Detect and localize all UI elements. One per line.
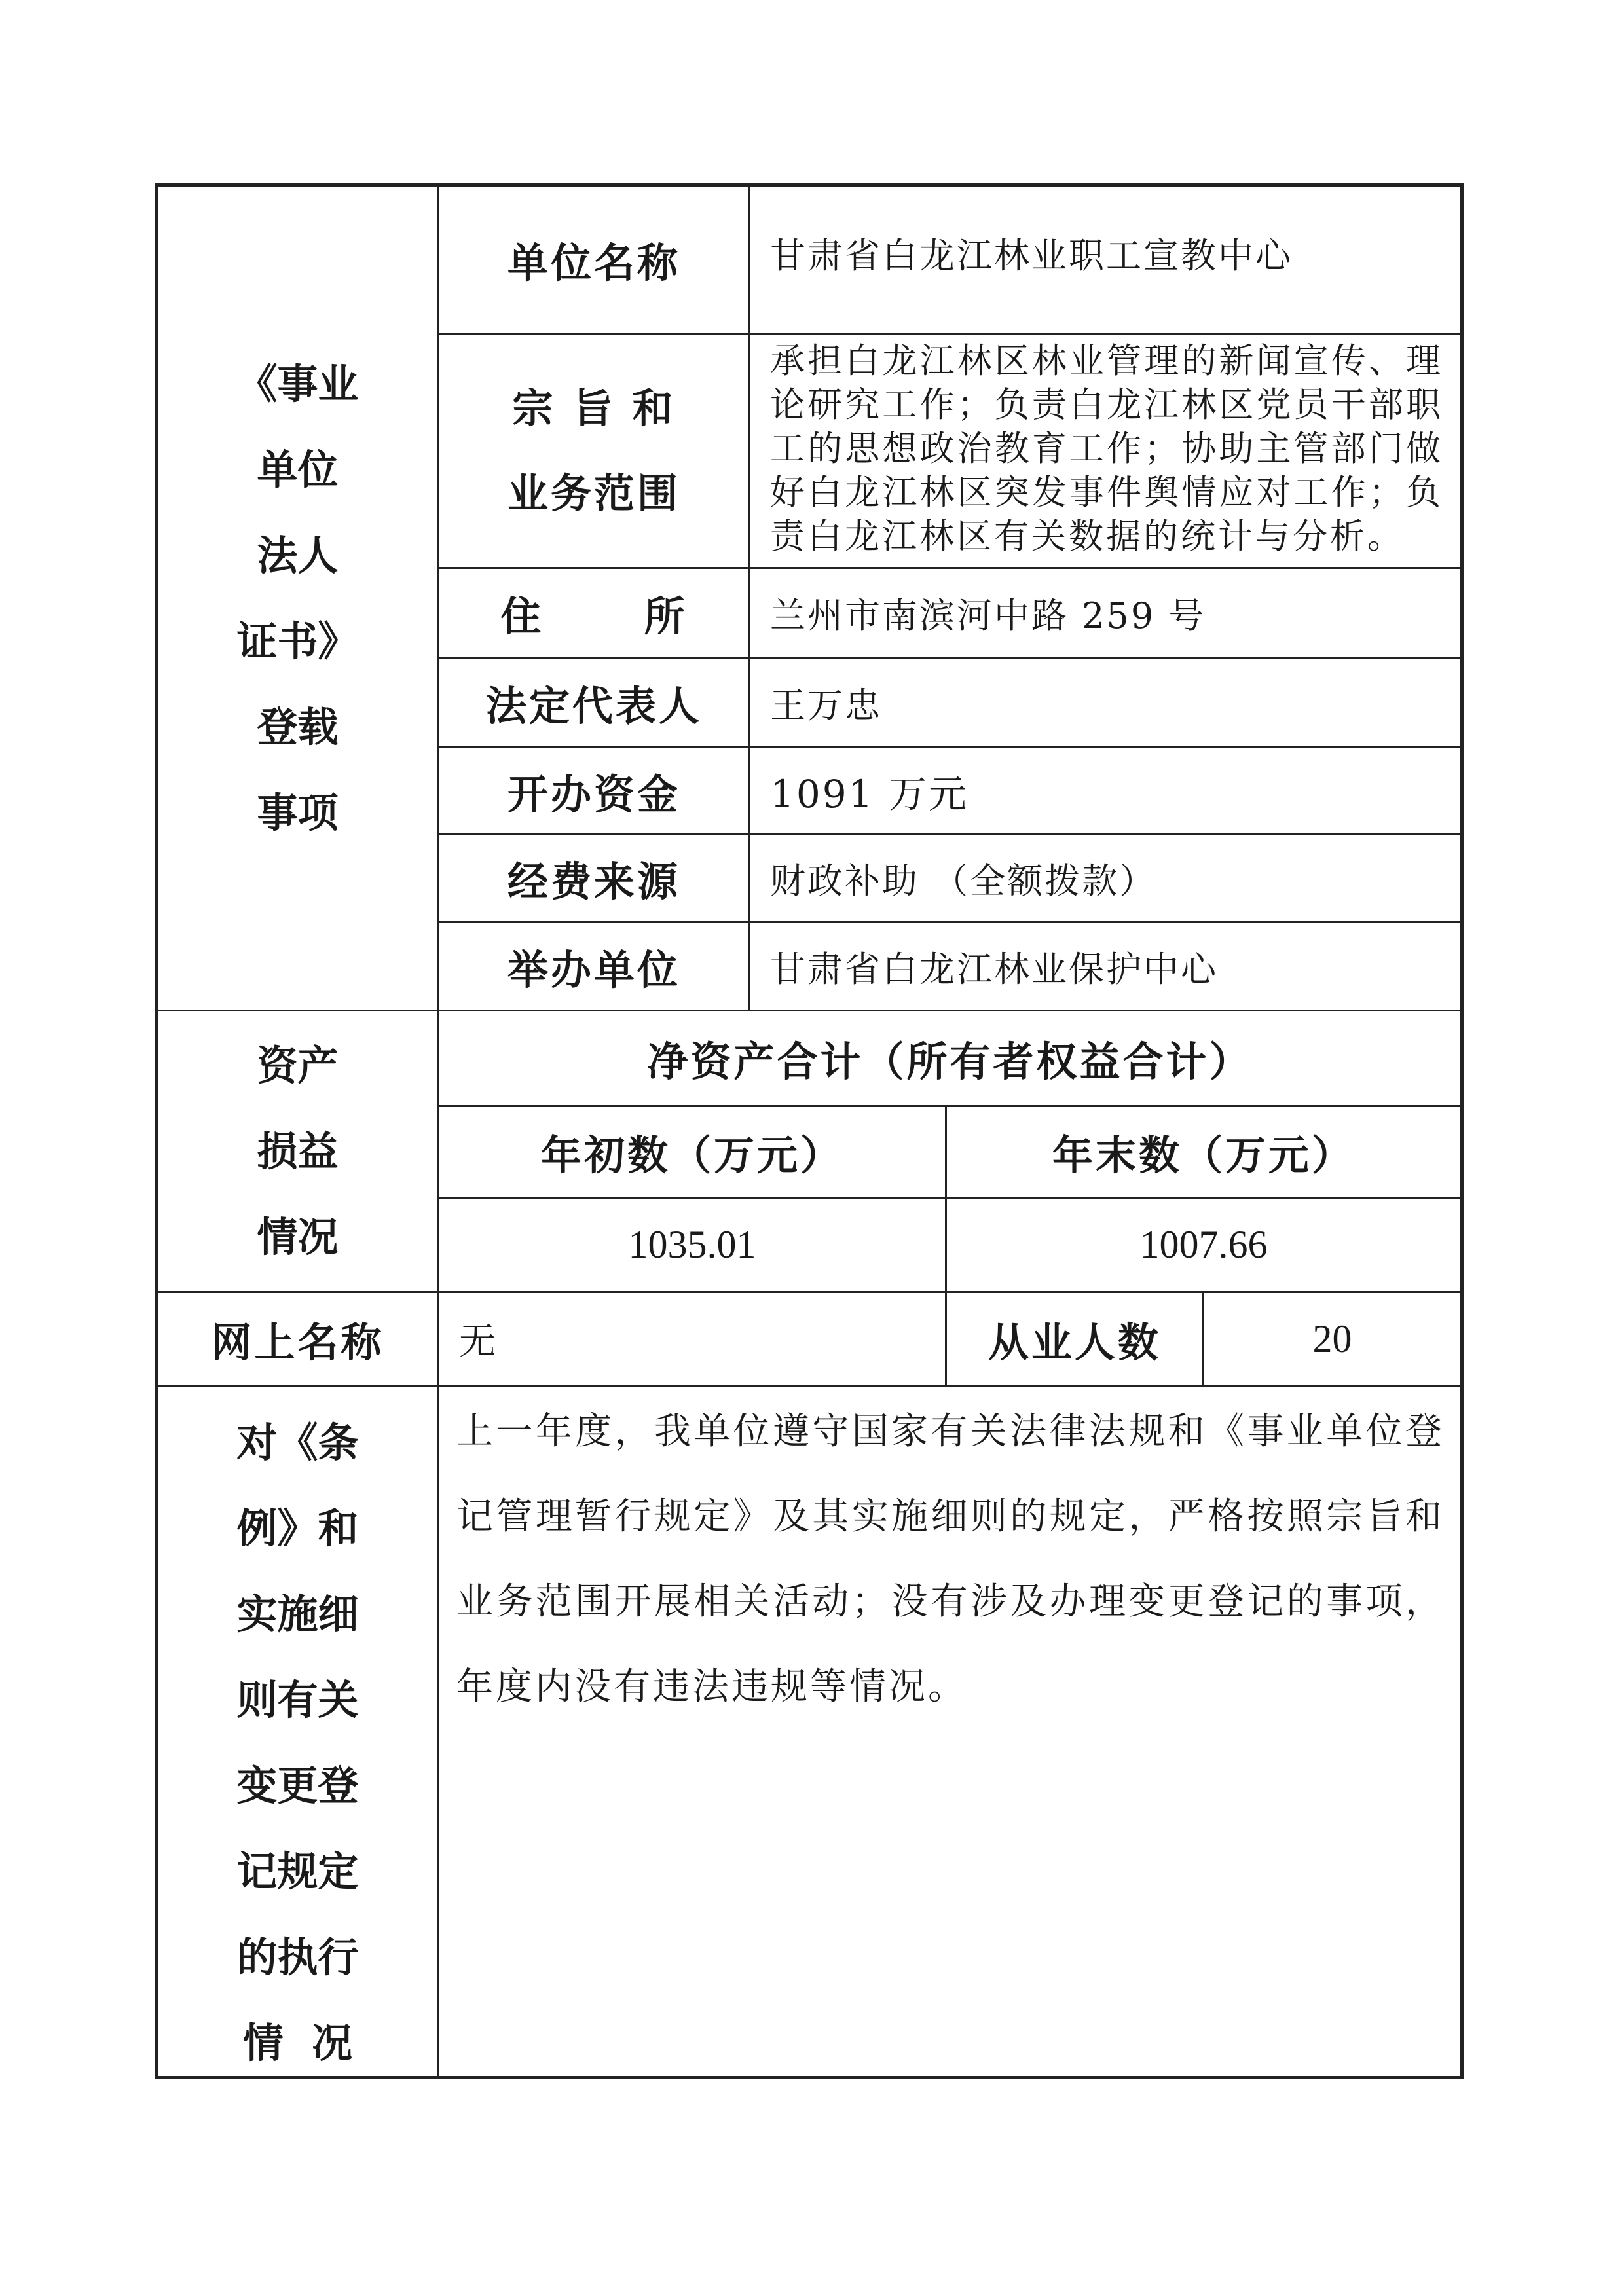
registered-funds-label: 开办资金 (507, 770, 680, 818)
end-of-year-value: 1007.66 (1139, 1223, 1268, 1266)
registration-label-line: 证书》 (236, 617, 359, 665)
purpose-label-line: 业务范围 (507, 469, 680, 517)
unit-name-value: 甘肃省白龙江林业职工宣教中心 (770, 235, 1293, 276)
compliance-label-line: 例》和 (236, 1504, 359, 1552)
registration-label-line: 事项 (257, 789, 339, 837)
begin-of-year-value: 1035.01 (628, 1223, 756, 1266)
sponsor-label: 举办单位 (507, 945, 680, 994)
online-name-label: 网上名称 (211, 1318, 384, 1366)
registration-label-line: 单位 (257, 446, 339, 494)
legal-representative-label: 法定代表人 (485, 682, 702, 730)
end-of-year-header: 年末数（万元） (1052, 1131, 1355, 1179)
assets-label-line: 资产 (257, 1042, 339, 1089)
registration-label-line: 法人 (257, 532, 339, 579)
address-label: 住 所 (500, 592, 688, 640)
employees-label: 从业人数 (987, 1318, 1161, 1366)
begin-of-year-header: 年初数（万元） (540, 1131, 843, 1179)
compliance-label-line: 情 况 (242, 2019, 353, 2067)
purpose-label (439, 335, 748, 567)
funding-source-value: 财政补助 （全额拨款） (770, 860, 1157, 902)
compliance-label-line: 变更登 (236, 1762, 359, 1810)
address-value: 兰州市南滨河中路 259 号 (770, 594, 1206, 636)
compliance-label-line: 对《条 (236, 1419, 359, 1467)
registration-label-line: 《事业 (236, 360, 359, 408)
compliance-label-line: 的执行 (236, 1933, 359, 1981)
compliance-label-line: 记规定 (236, 1848, 359, 1895)
purpose-value: 承担白龙江林区林业管理的新闻宣传、理论研究工作；负责白龙江林区党员干部职工的思想政治教育工作；协助主管部门做好白龙江林区突发事件舆情应对工作；负责白龙江林区有关数据的统计与分析。 (770, 341, 1443, 556)
compliance-label-line: 则有关 (236, 1676, 359, 1724)
employees-value: 20 (1312, 1317, 1352, 1360)
unit-name-label: 单位名称 (507, 239, 680, 287)
compliance-section-label (158, 1387, 437, 2076)
registration-label-line: 登载 (257, 703, 339, 751)
net-assets-header: 净资产合计（所有者权益合计） (647, 1038, 1253, 1085)
registered-funds-value: 1091 万元 (770, 772, 969, 816)
funding-source-label: 经费来源 (507, 858, 680, 905)
purpose-label-line: 宗 旨 和 (512, 384, 676, 432)
assets-section-label (158, 1011, 437, 1291)
online-name-value: 无 (459, 1321, 498, 1363)
legal-representative-value: 王万忠 (770, 684, 882, 726)
compliance-statement: 上一年度，我单位遵守国家有关法律法规和《事业单位登记管理暂行规定》及其实施细则的规定，严格按照宗旨和业务范围开展相关活动；没有涉及办理变更登记的事项，年度内没有违法违规等情况。 (456, 1410, 1445, 1708)
sponsor-value: 甘肃省白龙江林业保护中心 (770, 948, 1218, 990)
assets-label-line: 情况 (257, 1213, 339, 1261)
registration-section-label (158, 340, 437, 856)
compliance-label-line: 实施细 (236, 1590, 359, 1638)
assets-label-line: 损益 (257, 1127, 339, 1175)
